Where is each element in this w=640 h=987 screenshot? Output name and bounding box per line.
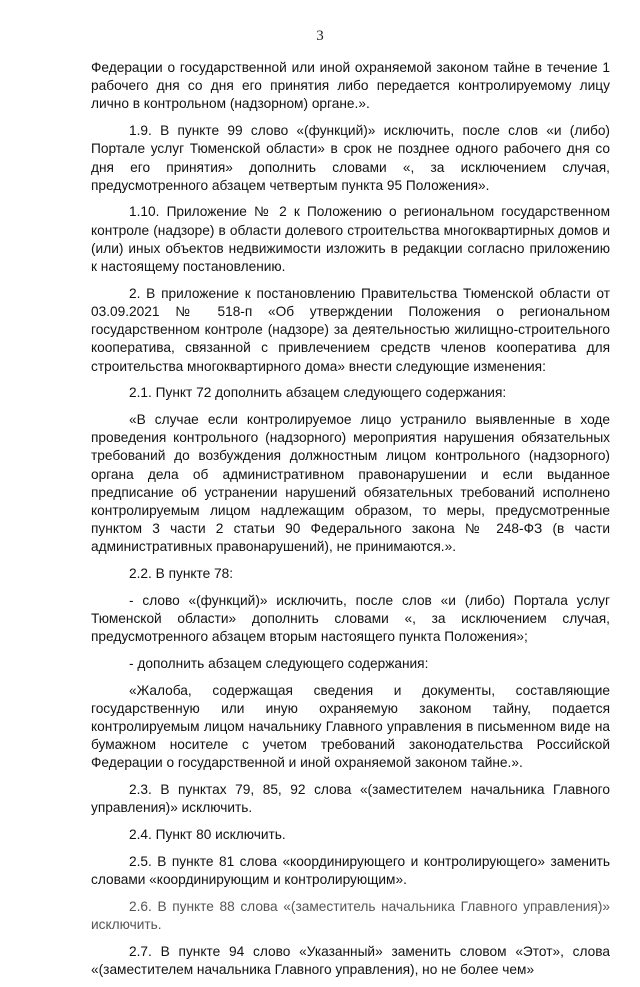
paragraph: 2.2. В пункте 78:: [129, 566, 234, 582]
paragraph: 2.7. В пункте 94 слово «Указанный» заменить словом «Этот», слова «(заместителем начальника Главного управления), но не более чем»: [91, 943, 610, 977]
paragraph: 2.4. Пункт 80 исключить.: [129, 827, 286, 843]
paragraph: «Жалоба, содержащая сведения и документы, составляющие государственную или иную охраняемую законом тайну, подается контролируемым лицом начальнику Главного управления в письменном виде на бумажном носителе с учетом требований законодательства Российской Федерации о государственной и иной охраняемой законом тайне.».: [91, 682, 610, 771]
paragraph: Федерации о государственной или иной охраняемой законом тайне в течение 1 рабочего дня со дня его принятия либо передается контролируемому лицу лично в контрольном (надзорном) органе.».: [91, 60, 610, 112]
paragraph: - слово «(функций)» исключить, после слов «и (либо) Портала услуг Тюменской области» дополнить словами «, за исключением случая, предусмотренного абзацем вторым настоящего пункта Положения»;: [91, 592, 610, 645]
paragraph: 2.6. В пункте 88 слова «(заместитель начальника Главного управления)» исключить.: [91, 898, 610, 932]
paragraph: 2.1. Пункт 72 дополнить абзацем следующего содержания:: [129, 385, 507, 401]
paragraph: 1.10. Приложение № 2 к Положению о региональном государственном контроле (надзоре) в области долевого строительства многоквартирных домов и (или) иных объектов недвижимости изложить в редакции согласно приложению к настоящему постановлению.: [91, 204, 610, 275]
page-number: 3: [316, 28, 324, 44]
paragraph: «В случае если контролируемое лицо устранило выявленные в ходе проведения контрольного (надзорного) мероприятия нарушения обязательных требований до возбуждения должностным лицом контрольного (надзорного) органа дела об административном правонарушении и если выданное предписание об устранении нарушений обязательных требований исполнено контролируемым лицом надлежащим образом, то меры, предусмотренные пунктом 3 части 2 статьи 90 Федерального закона № 248-ФЗ (в части административных правонарушений), не принимаются.».: [91, 411, 610, 555]
paragraph: - дополнить абзацем следующего содержания:: [129, 655, 429, 671]
paragraph: 2.5. В пункте 81 слова «координирующего и контролирующего» заменить словами «координирующим и контролирующим».: [91, 853, 610, 887]
document-body: [91, 59, 610, 987]
paragraph: 2.3. В пунктах 79, 85, 92 слова «(заместителем начальника Главного управления)» исключить.: [91, 782, 610, 816]
paragraph: 1.9. В пункте 99 слово «(функций)» исключить, после слов «и (либо) Портале услуг Тюменской области» в срок не позднее одного рабочего дня со дня его принятия» дополнить словами «, за исключением случая, предусмотренного абзацем четвертым пункта 95 Положения».: [91, 123, 610, 193]
paragraph: 2. В приложение к постановлению Правительства Тюменской области от 03.09.2021 № 518-п «Об утверждении Положения о региональном государственном контроле (надзоре) за деятельностью жилищно-строительного кооператива, связанной с привлечением средств членов кооператива для строительства многоквартирного дома» внести следующие изменения:: [91, 285, 610, 374]
